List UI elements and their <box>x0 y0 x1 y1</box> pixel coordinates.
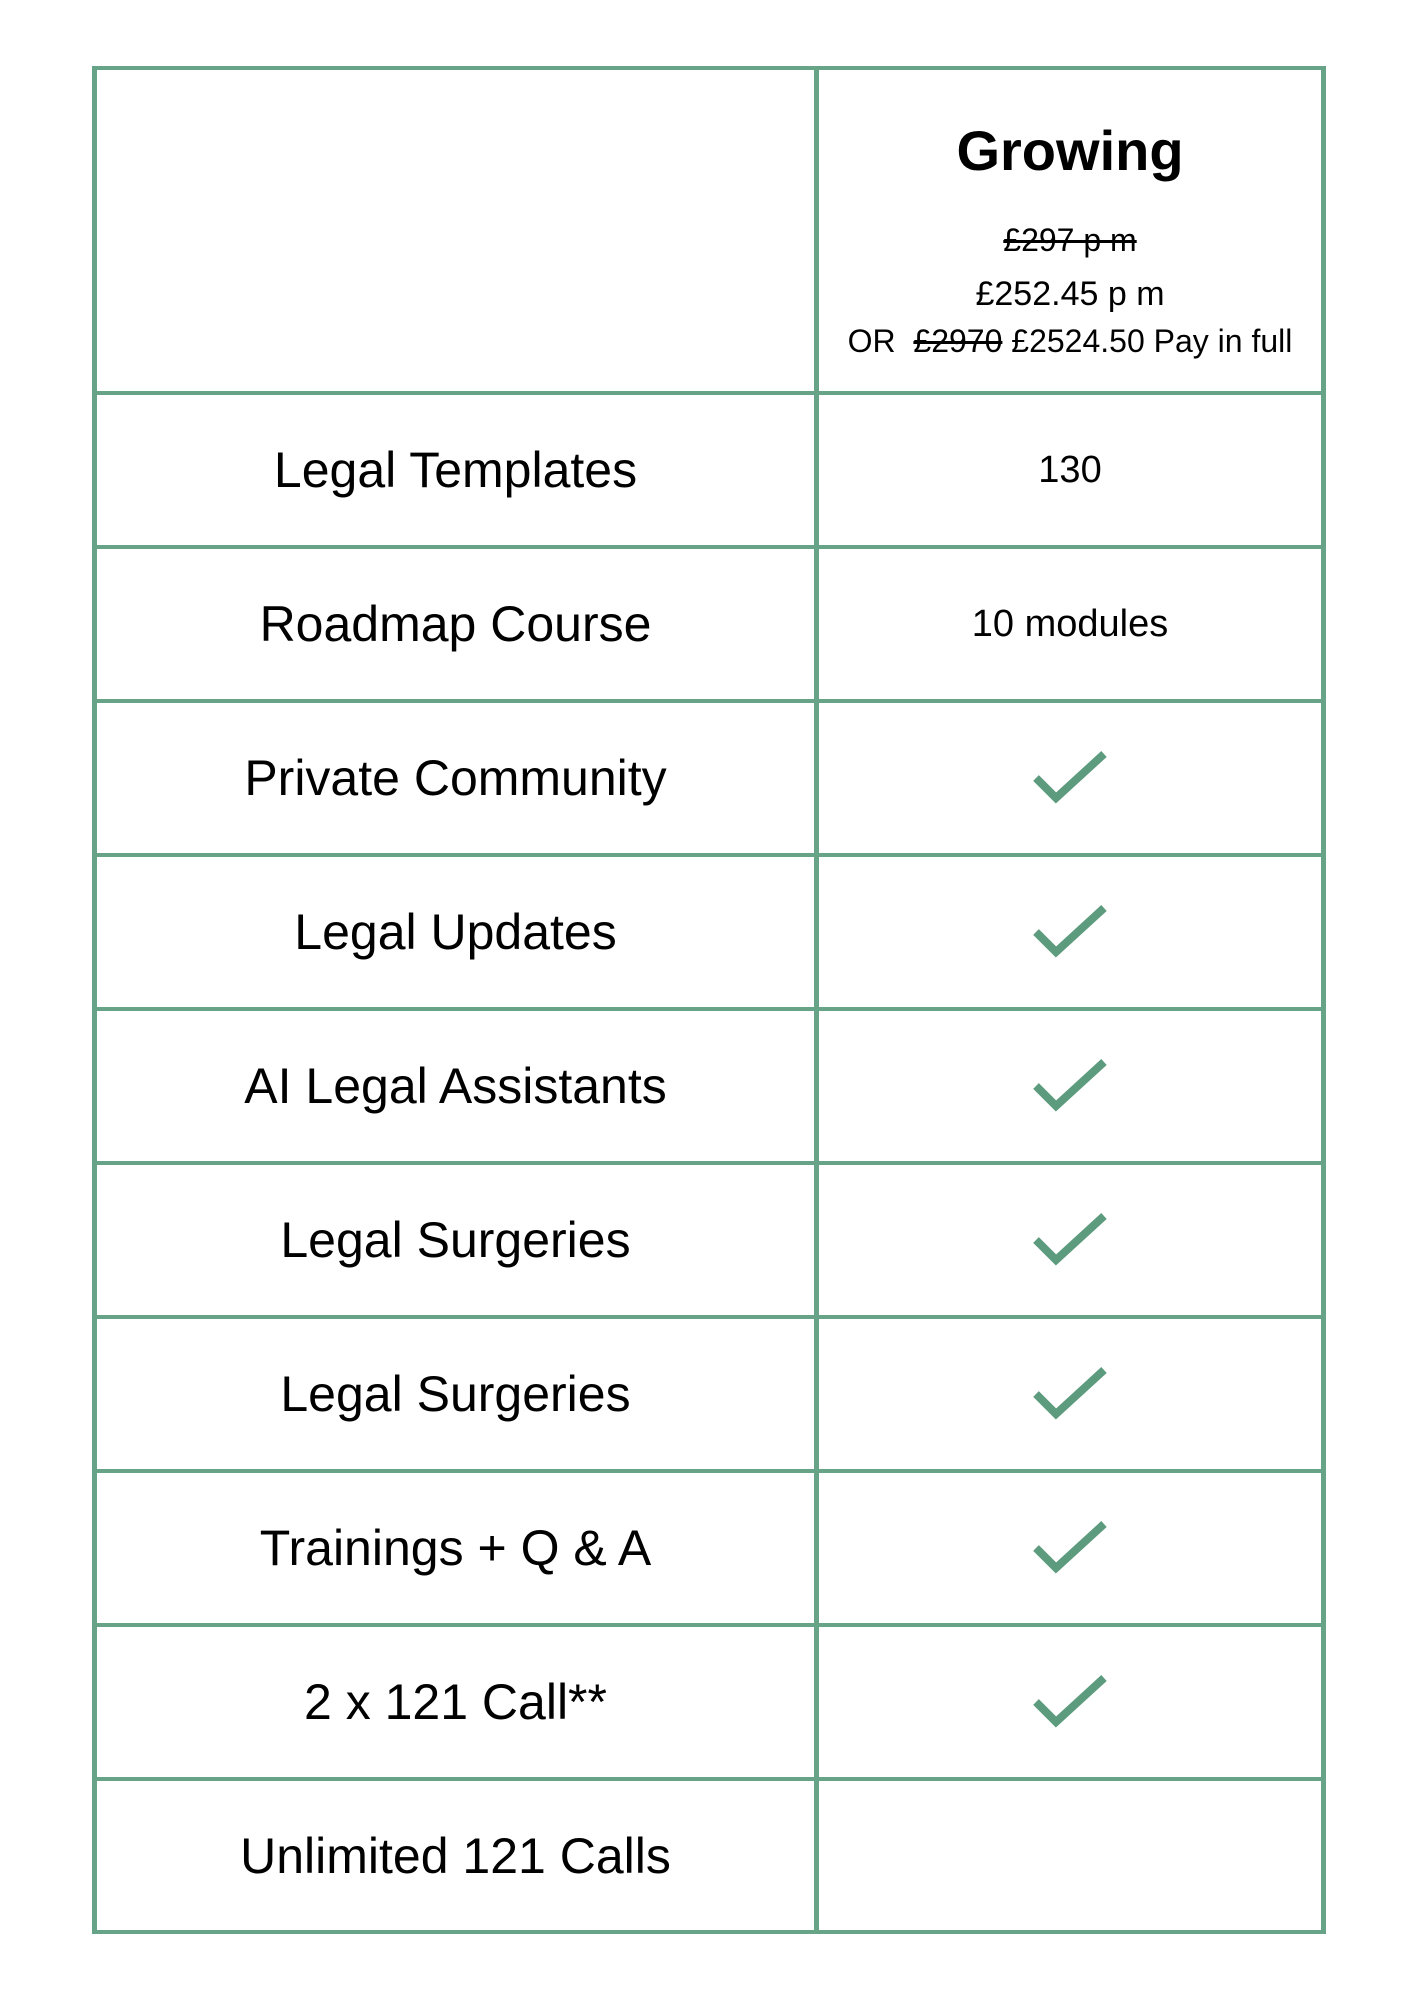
feature-value-empty <box>819 1781 1321 1930</box>
feature-value <box>819 703 1321 853</box>
or-label: OR <box>847 323 896 359</box>
feature-label: Legal Surgeries <box>280 1212 631 1268</box>
table-row <box>97 853 1321 1007</box>
table-row <box>97 1161 1321 1315</box>
feature-label: 2 x 121 Call** <box>304 1674 607 1730</box>
feature-label: AI Legal Assistants <box>244 1058 667 1114</box>
pricing-table <box>92 66 1326 1934</box>
table-row <box>97 1469 1321 1623</box>
table-row <box>97 1007 1321 1161</box>
checkmark-icon <box>1030 1518 1110 1578</box>
feature-value: 130 <box>1038 449 1102 491</box>
feature-label: Trainings + Q & A <box>259 1520 652 1576</box>
feature-value <box>819 1473 1321 1623</box>
checkmark-icon <box>1030 902 1110 962</box>
new-full-price: £2524.50 Pay in full <box>1011 323 1293 359</box>
checkmark-icon <box>1030 1210 1110 1270</box>
feature-label: Private Community <box>244 750 667 806</box>
feature-value <box>819 1319 1321 1469</box>
feature-value <box>819 1011 1321 1161</box>
table-row <box>97 1315 1321 1469</box>
feature-label: Roadmap Course <box>259 596 652 652</box>
table-row <box>97 1623 1321 1777</box>
table-row <box>97 545 1321 699</box>
header-row <box>97 66 1321 391</box>
feature-label: Unlimited 121 Calls <box>240 1827 671 1884</box>
checkmark-icon <box>1030 748 1110 808</box>
new-monthly-price: £252.45 p m <box>975 275 1165 313</box>
old-full-price: £2970 <box>913 323 1003 359</box>
feature-label: Legal Updates <box>294 904 617 960</box>
feature-value: 10 modules <box>971 603 1169 645</box>
feature-label: Legal Templates <box>273 442 638 498</box>
old-monthly-price: £297 p m <box>1003 222 1137 258</box>
checkmark-icon <box>1030 1672 1110 1732</box>
table-row <box>97 391 1321 545</box>
feature-value <box>819 857 1321 1007</box>
checkmark-icon <box>1030 1364 1110 1424</box>
table-row <box>97 1777 1321 1934</box>
plan-name: Growing <box>956 119 1184 182</box>
pay-in-full-line <box>819 323 1321 360</box>
table-row <box>97 699 1321 853</box>
checkmark-icon <box>1030 1056 1110 1116</box>
feature-value <box>819 1627 1321 1777</box>
feature-label: Legal Surgeries <box>280 1366 631 1422</box>
feature-value <box>819 1165 1321 1315</box>
